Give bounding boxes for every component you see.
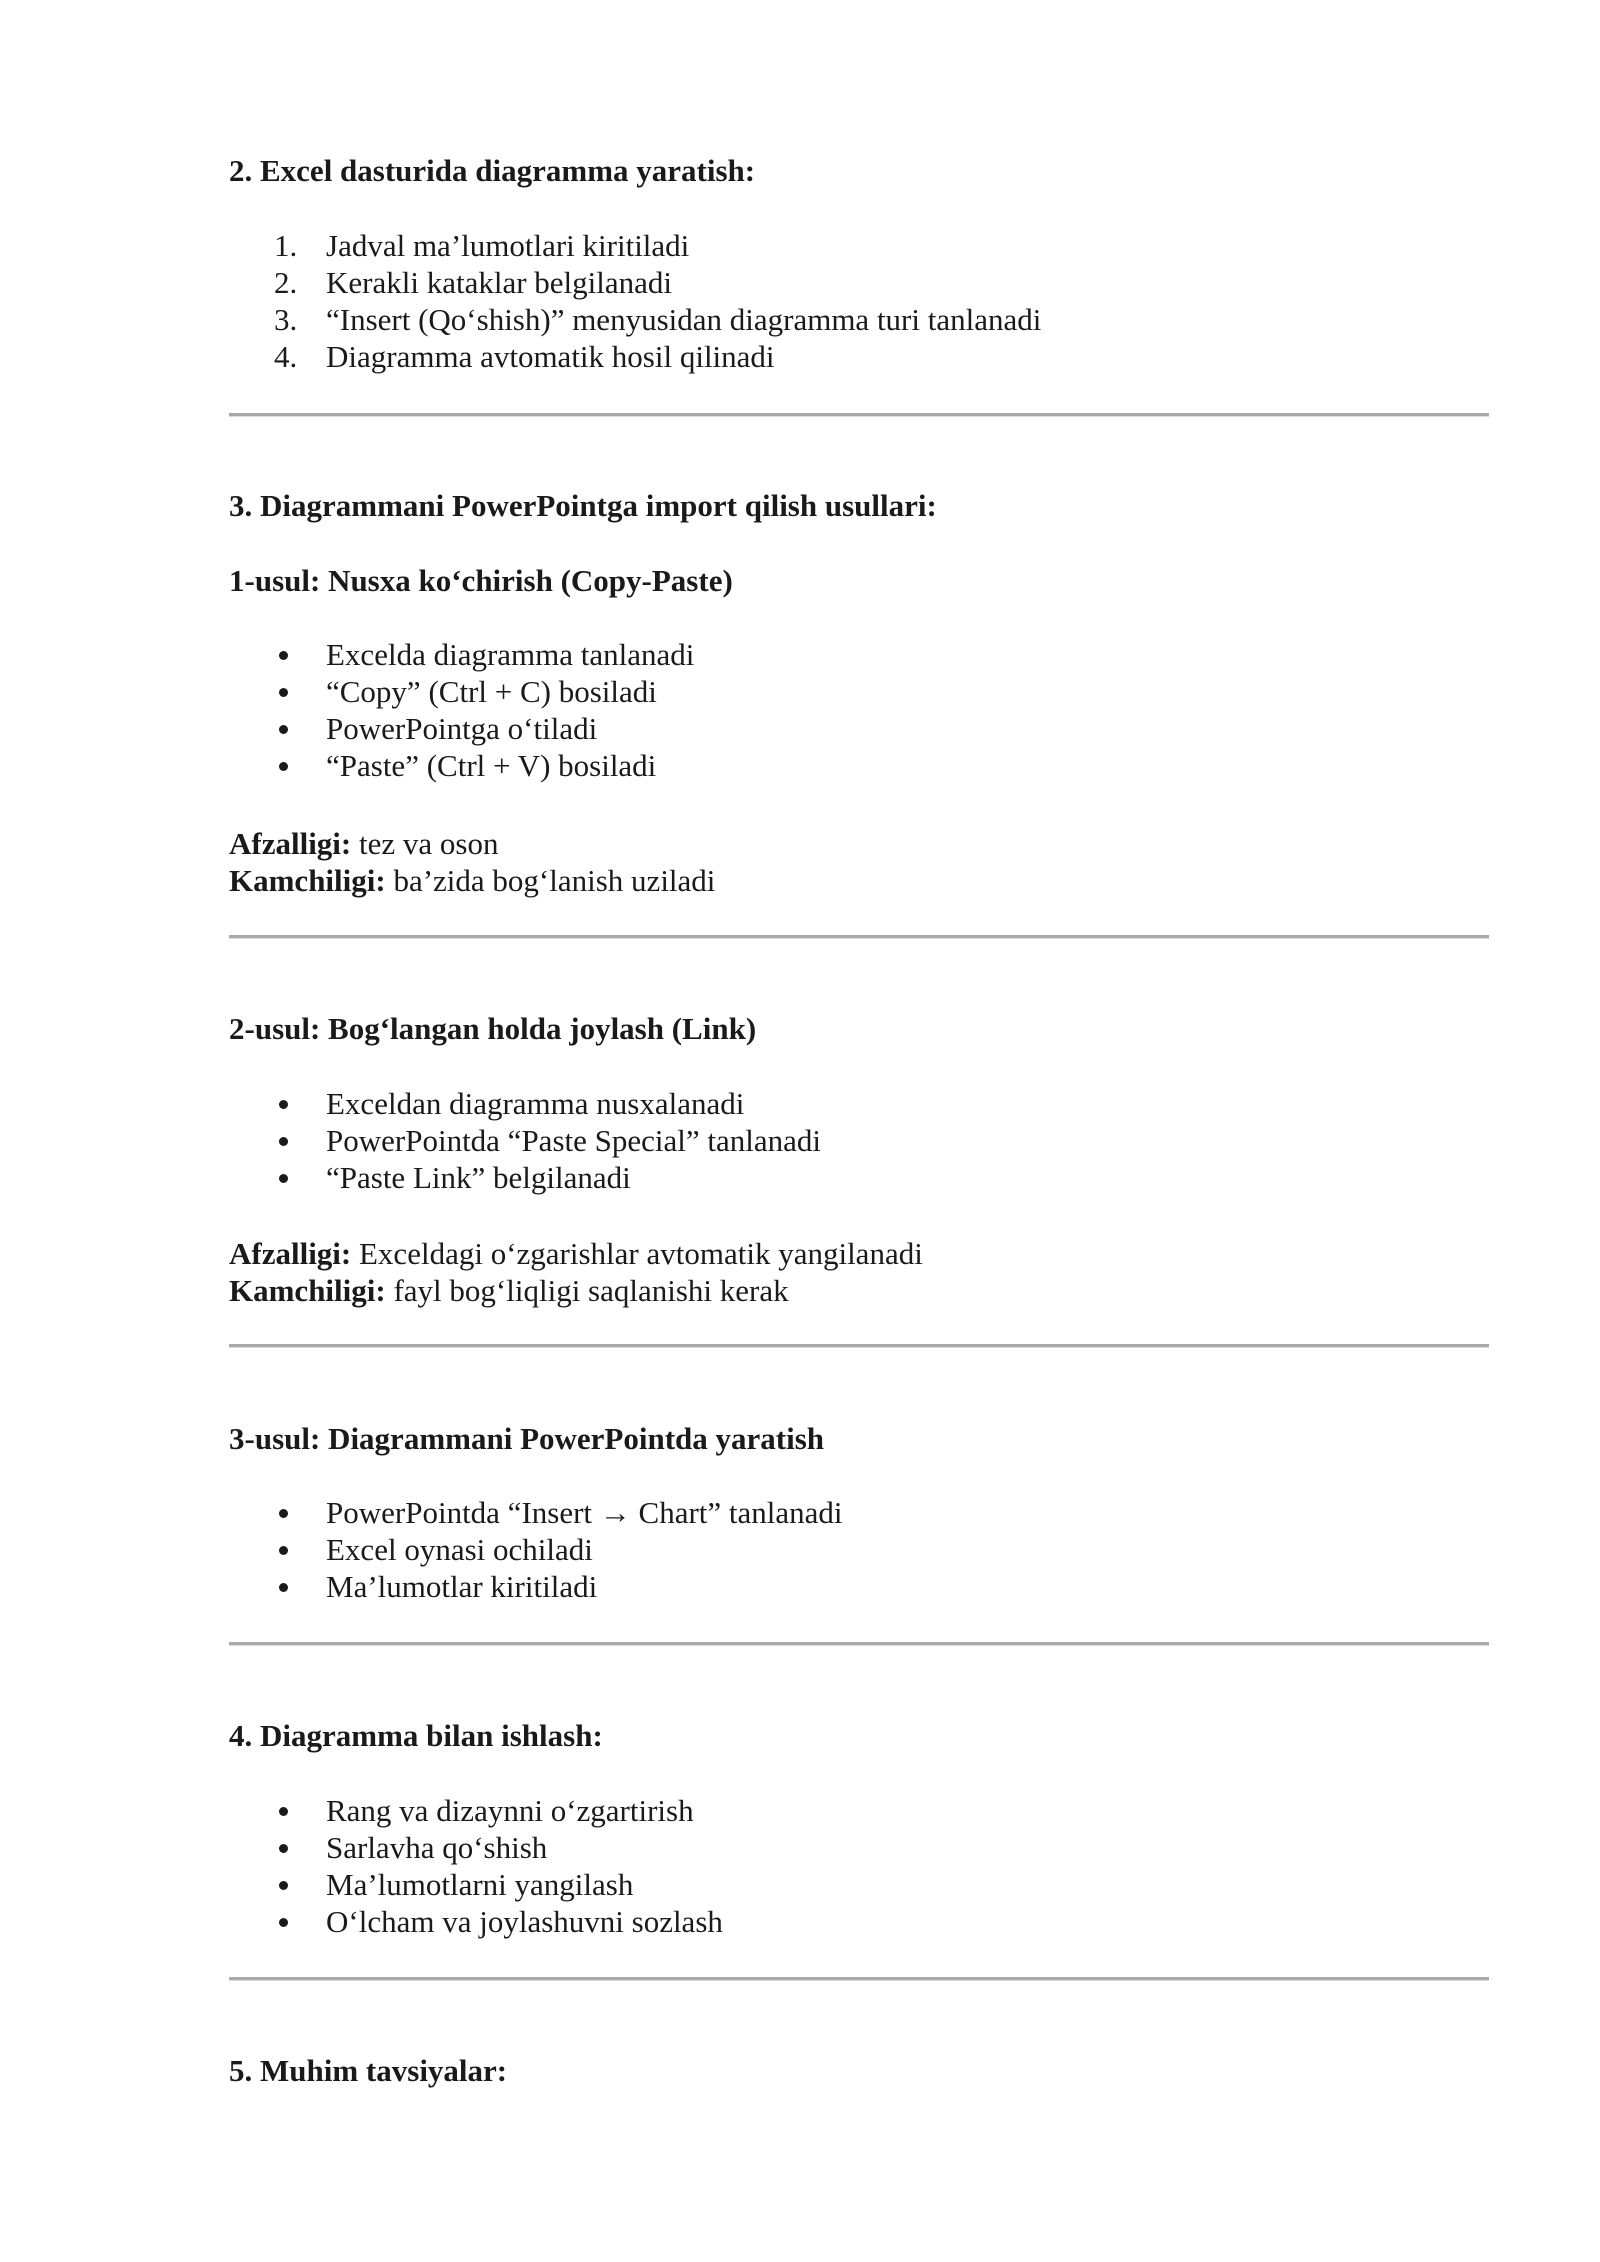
bullet-icon [279,1546,288,1555]
list-item [229,1903,723,1940]
method-1-disadvantage [229,862,715,899]
list-item-text: Kerakli kataklar belgilanadi [326,265,673,300]
section-2-heading: 2. Excel dasturida diagramma yaratish: [229,153,756,188]
section-3-heading: 3. Diagrammani PowerPointga import qilish usullari: [229,488,937,523]
horizontal-rule [229,1642,1489,1646]
horizontal-rule [229,413,1489,417]
list-item [229,1494,843,1531]
section-5-heading: 5. Muhim tavsiyalar: [229,2053,508,2088]
list-item-text: PowerPointda “Insert → Chart” tanlanadi [326,1495,843,1530]
section-2-steps-list [229,227,1041,375]
method-2-disadvantage [229,1272,789,1309]
horizontal-rule [229,935,1489,939]
method-2-list [229,1085,821,1196]
list-item-text: Ma’lumotlar kiritiladi [326,1569,598,1604]
method-1-advantage [229,825,498,862]
list-item-text: Rang va dizaynni o‘zgartirish [326,1793,694,1828]
list-item-text: Excel oynasi ochiladi [326,1532,593,1567]
list-item [229,1792,723,1829]
horizontal-rule [229,1977,1489,1981]
list-item-text: Jadval ma’lumotlari kiritiladi [326,228,690,263]
bullet-icon [279,1881,288,1890]
list-item-text: PowerPointga o‘tiladi [326,711,598,746]
list-item [229,1085,821,1122]
bullet-icon [279,762,288,771]
list-number: 4. [274,339,298,374]
advantage-label: Afzalligi: [229,1236,352,1271]
list-item-text: Sarlavha qo‘shish [326,1830,548,1865]
list-item [229,1531,843,1568]
advantage-text: tez va oson [351,826,499,861]
list-number: 3. [274,302,298,337]
list-item [229,673,694,710]
list-item [229,1568,843,1605]
advantage-label: Afzalligi: [229,826,352,861]
list-number: 1. [274,228,298,263]
list-item-text: “Insert (Qo‘shish)” menyusidan diagramma turi tanlanadi [326,302,1042,337]
section-4-heading: 4. Diagramma bilan ishlash: [229,1718,603,1753]
section-4-list [229,1792,723,1940]
list-item-text: Excelda diagramma tanlanadi [326,637,695,672]
advantage-text: Exceldagi o‘zgarishlar avtomatik yangilanadi [351,1236,923,1271]
bullet-icon [279,1100,288,1109]
disadvantage-label: Kamchiligi: [229,1273,386,1308]
list-item [229,1159,821,1196]
list-item-text: “Paste” (Ctrl + V) bosiladi [326,748,657,783]
list-item [229,710,694,747]
list-item-text: Diagramma avtomatik hosil qilinadi [326,339,775,374]
method-1-list [229,636,694,784]
bullet-icon [279,651,288,660]
bullet-icon [279,688,288,697]
method-2-advantage [229,1235,923,1272]
bullet-icon [279,1509,288,1518]
bullet-icon [279,725,288,734]
bullet-icon [279,1583,288,1592]
list-item [229,301,1041,338]
bullet-icon [279,1807,288,1816]
list-item-text: PowerPointda “Paste Special” tanlanadi [326,1123,822,1158]
horizontal-rule [229,1344,1489,1348]
list-item [229,747,694,784]
bullet-icon [279,1137,288,1146]
list-item [229,636,694,673]
disadvantage-label: Kamchiligi: [229,863,386,898]
list-item [229,264,1041,301]
bullet-icon [279,1844,288,1853]
method-1-heading: 1-usul: Nusxa ko‘chirish (Copy-Paste) [229,563,733,598]
list-item-text: “Paste Link” belgilanadi [326,1160,631,1195]
list-item [229,1122,821,1159]
list-item-text: O‘lcham va joylashuvni sozlash [326,1904,723,1939]
list-item [229,338,1041,375]
bullet-icon [279,1174,288,1183]
bullet-icon [279,1918,288,1927]
method-3-heading: 3-usul: Diagrammani PowerPointda yaratish [229,1421,825,1456]
list-item [229,1866,723,1903]
method-3-list [229,1494,843,1605]
list-item [229,1829,723,1866]
list-item-text: Exceldan diagramma nusxalanadi [326,1086,745,1121]
list-item-text: “Copy” (Ctrl + C) bosiladi [326,674,657,709]
disadvantage-text: ba’zida bog‘lanish uziladi [385,863,716,898]
disadvantage-text: fayl bog‘liqligi saqlanishi kerak [385,1273,789,1308]
list-item [229,227,1041,264]
method-2-heading: 2-usul: Bog‘langan holda joylash (Link) [229,1011,757,1046]
list-number: 2. [274,265,298,300]
list-item-text: Ma’lumotlarni yangilash [326,1867,634,1902]
